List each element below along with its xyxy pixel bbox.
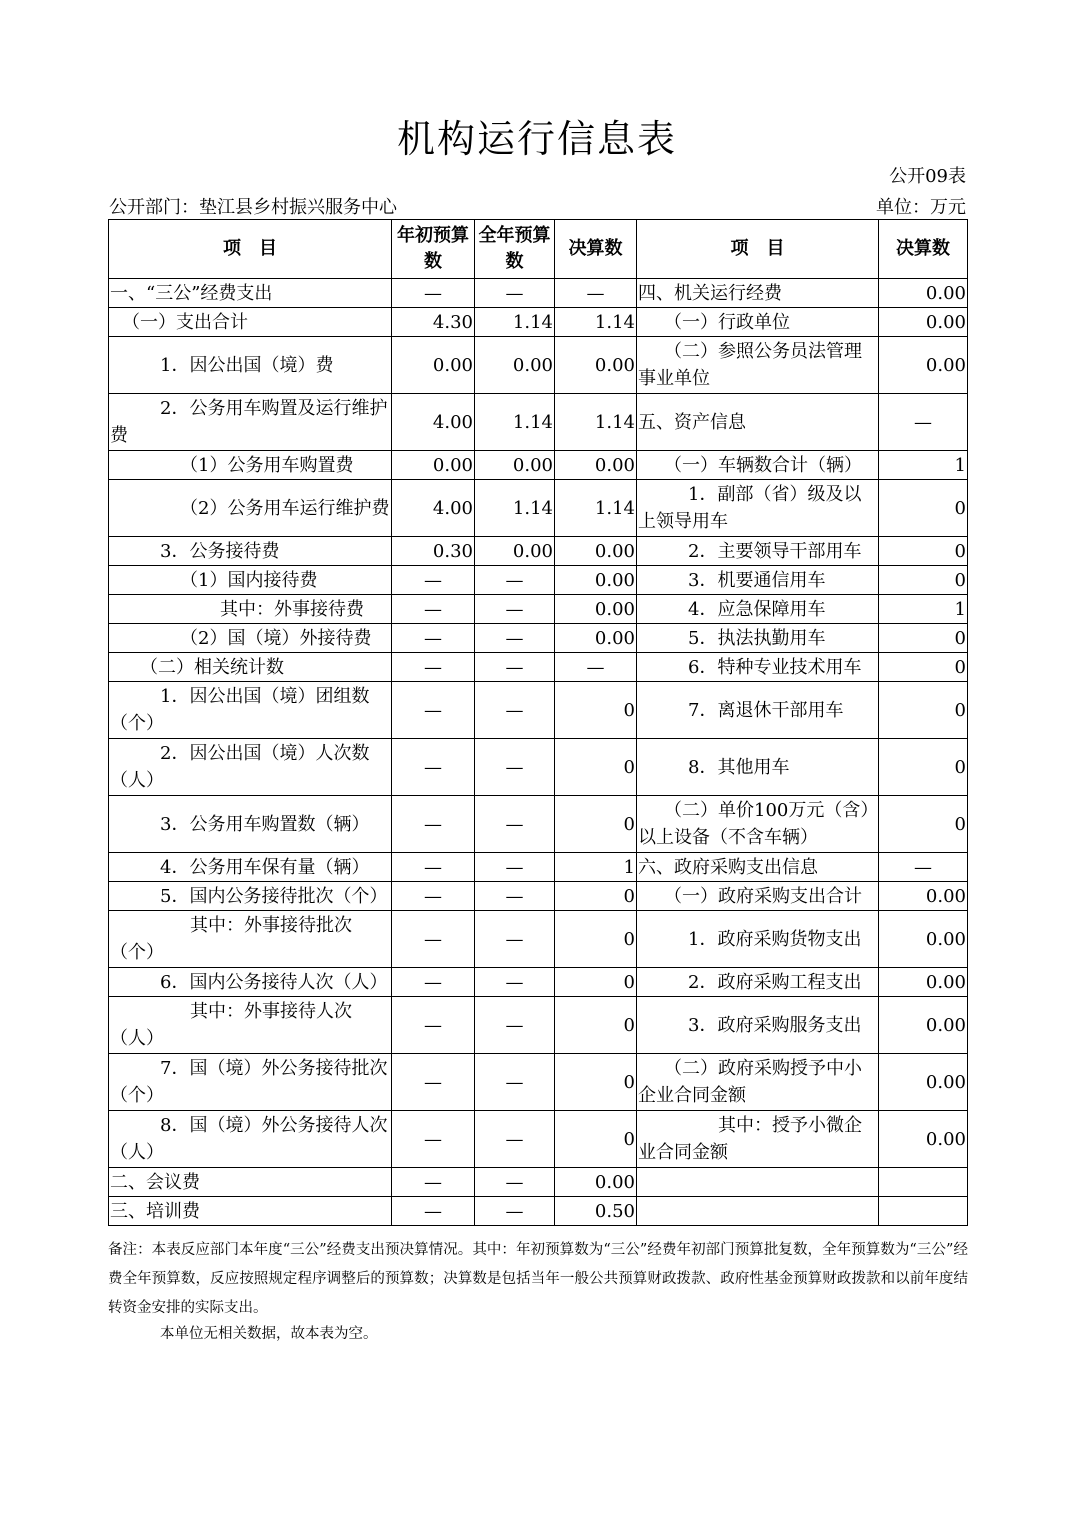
final-cell: 0 [555, 997, 637, 1054]
table-number: 公开09表 [889, 166, 966, 187]
budget-full-cell: — [475, 653, 555, 682]
budget-initial-cell: — [392, 853, 475, 882]
right-final-cell: 0 [879, 653, 968, 682]
budget-full-cell: — [475, 566, 555, 595]
right-final-cell: 0.00 [879, 882, 968, 911]
header-budget-full: 全年预算数 [475, 220, 555, 279]
final-cell: 0 [555, 682, 637, 739]
table-row [109, 451, 968, 480]
left-item-cell: 6．国内公务接待人次（人） [109, 968, 392, 997]
final-cell: 0.00 [555, 337, 637, 394]
right-item-cell: 3．政府采购服务支出 [637, 997, 879, 1054]
header-budget-initial: 年初预算数 [392, 220, 475, 279]
right-item-cell: 3．机要通信用车 [637, 566, 879, 595]
budget-full-cell: — [475, 595, 555, 624]
budget-full-cell: 0.00 [475, 451, 555, 480]
final-cell: 0.00 [555, 451, 637, 480]
table-row [109, 682, 968, 739]
final-cell: 0.00 [555, 566, 637, 595]
left-item-cell: （1）国内接待费 [109, 566, 392, 595]
right-final-cell [879, 1197, 968, 1226]
left-item-cell: 其中：外事接待批次（个） [109, 911, 392, 968]
final-cell: 0 [555, 1054, 637, 1111]
final-cell: 0.00 [555, 537, 637, 566]
final-cell: 0.50 [555, 1197, 637, 1226]
right-item-cell: 2．政府采购工程支出 [637, 968, 879, 997]
table-row [109, 796, 968, 853]
right-item-cell: 7．离退休干部用车 [637, 682, 879, 739]
left-item-cell: 8．国（境）外公务接待人次（人） [109, 1111, 392, 1168]
final-cell: — [555, 653, 637, 682]
table-row [109, 337, 968, 394]
table-row [109, 653, 968, 682]
right-final-cell: 0.00 [879, 911, 968, 968]
budget-full-cell: — [475, 624, 555, 653]
right-item-cell: 4．应急保障用车 [637, 595, 879, 624]
budget-initial-cell: — [392, 1054, 475, 1111]
left-item-cell: （1）公务用车购置费 [109, 451, 392, 480]
right-final-cell: — [879, 853, 968, 882]
right-final-cell: 0.00 [879, 279, 968, 308]
budget-initial-cell: — [392, 595, 475, 624]
right-final-cell: 0 [879, 739, 968, 796]
final-cell: 0.00 [555, 595, 637, 624]
header-item-left: 项 目 [109, 220, 392, 279]
left-item-cell: 其中：外事接待费 [109, 595, 392, 624]
final-cell: 0 [555, 796, 637, 853]
table-body [109, 279, 968, 1226]
budget-initial-cell: — [392, 279, 475, 308]
right-item-cell [637, 1197, 879, 1226]
right-final-cell: 0 [879, 566, 968, 595]
budget-initial-cell: — [392, 1197, 475, 1226]
budget-initial-cell: — [392, 739, 475, 796]
right-final-cell: 1 [879, 451, 968, 480]
final-cell: — [555, 279, 637, 308]
table-row [109, 1168, 968, 1197]
budget-full-cell: — [475, 1168, 555, 1197]
table-row [109, 968, 968, 997]
final-cell: 0 [555, 911, 637, 968]
right-final-cell: 0.00 [879, 1111, 968, 1168]
right-final-cell: 0.00 [879, 997, 968, 1054]
budget-initial-cell: — [392, 1111, 475, 1168]
budget-full-cell: — [475, 911, 555, 968]
left-item-cell: 2．因公出国（境）人次数（人） [109, 739, 392, 796]
budget-initial-cell: 4.00 [392, 394, 475, 451]
right-final-cell: — [879, 394, 968, 451]
left-item-cell: 3．公务用车购置数（辆） [109, 796, 392, 853]
right-final-cell: 0 [879, 480, 968, 537]
left-item-cell: 三、培训费 [109, 1197, 392, 1226]
header-final: 决算数 [555, 220, 637, 279]
right-item-cell: （二）单价100万元（含）以上设备（不含车辆） [637, 796, 879, 853]
right-item-cell: （二）政府采购授予中小企业合同金额 [637, 1054, 879, 1111]
budget-full-cell: 1.14 [475, 394, 555, 451]
table-row [109, 279, 968, 308]
right-item-cell: （一）车辆数合计（辆） [637, 451, 879, 480]
final-cell: 1.14 [555, 394, 637, 451]
final-cell: 0.00 [555, 1168, 637, 1197]
left-item-cell: （2）国（境）外接待费 [109, 624, 392, 653]
left-item-cell: 1．因公出国（境）团组数（个） [109, 682, 392, 739]
left-item-cell: 2．公务用车购置及运行维护费 [109, 394, 392, 451]
left-item-cell: 其中：外事接待人次（人） [109, 997, 392, 1054]
right-item-cell: 5．执法执勤用车 [637, 624, 879, 653]
table-row [109, 308, 968, 337]
left-item-cell: （二）相关统计数 [109, 653, 392, 682]
budget-full-cell: — [475, 1111, 555, 1168]
budget-initial-cell: — [392, 566, 475, 595]
right-final-cell: 0 [879, 682, 968, 739]
table-row [109, 394, 968, 451]
right-item-cell: 1．政府采购货物支出 [637, 911, 879, 968]
table-row [109, 1054, 968, 1111]
budget-full-cell: — [475, 1197, 555, 1226]
budget-initial-cell: — [392, 682, 475, 739]
right-final-cell [879, 1168, 968, 1197]
table-row [109, 882, 968, 911]
left-item-cell: 4．公务用车保有量（辆） [109, 853, 392, 882]
left-item-cell: 1．因公出国（境）费 [109, 337, 392, 394]
right-final-cell: 0 [879, 537, 968, 566]
budget-full-cell: — [475, 796, 555, 853]
budget-initial-cell: 4.00 [392, 480, 475, 537]
page-title: 机构运行信息表 [396, 117, 677, 161]
final-cell: 0.00 [555, 624, 637, 653]
budget-full-cell: — [475, 1054, 555, 1111]
budget-initial-cell: — [392, 624, 475, 653]
table-row [109, 853, 968, 882]
budget-initial-cell: — [392, 997, 475, 1054]
final-cell: 1 [555, 853, 637, 882]
right-final-cell: 0.00 [879, 1054, 968, 1111]
right-item-cell: 8．其他用车 [637, 739, 879, 796]
right-final-cell: 0.00 [879, 337, 968, 394]
left-item-cell: （2）公务用车运行维护费 [109, 480, 392, 537]
table-row [109, 739, 968, 796]
table-row [109, 997, 968, 1054]
left-item-cell: 3．公务接待费 [109, 537, 392, 566]
right-item-cell: 五、资产信息 [637, 394, 879, 451]
footnote: 备注：本表反应部门本年度“三公”经费支出预决算情况。其中：年初预算数为“三公”经费年初部门预算批复数，全年预算数为“三公”经费全年预算数，反应按照规定程序调整后的预算数；决算数是包括当年一般公共预算财政拨款、政府性基金预算财政拨款和以前年度结转资金安排的实际支出。 [108, 1242, 968, 1316]
right-item-cell: 1．副部（省）级及以上领导用车 [637, 480, 879, 537]
right-final-cell: 0.00 [879, 968, 968, 997]
table-row [109, 1197, 968, 1226]
table-row [109, 624, 968, 653]
budget-full-cell: 1.14 [475, 308, 555, 337]
budget-initial-cell: — [392, 968, 475, 997]
left-item-cell: 7．国（境）外公务接待批次（个） [109, 1054, 392, 1111]
unit-label: 单位：万元 [876, 197, 966, 218]
final-cell: 1.14 [555, 480, 637, 537]
budget-full-cell: — [475, 739, 555, 796]
right-item-cell: 6．特种专业技术用车 [637, 653, 879, 682]
budget-full-cell: — [475, 968, 555, 997]
final-cell: 0 [555, 1111, 637, 1168]
table-row [109, 537, 968, 566]
right-item-cell: （一）政府采购支出合计 [637, 882, 879, 911]
budget-full-cell: — [475, 882, 555, 911]
right-item-cell: （二）参照公务员法管理事业单位 [637, 337, 879, 394]
header-item-right: 项 目 [637, 220, 879, 279]
right-item-cell: 其中：授予小微企业合同金额 [637, 1111, 879, 1168]
right-item-cell: 2．主要领导干部用车 [637, 537, 879, 566]
header-final-right: 决算数 [879, 220, 968, 279]
budget-initial-cell: — [392, 653, 475, 682]
left-item-cell: 一、“三公”经费支出 [109, 279, 392, 308]
right-item-cell [637, 1168, 879, 1197]
final-cell: 0 [555, 882, 637, 911]
left-item-cell: 二、会议费 [109, 1168, 392, 1197]
table-row [109, 480, 968, 537]
budget-initial-cell: — [392, 911, 475, 968]
budget-initial-cell: — [392, 882, 475, 911]
budget-initial-cell: 0.00 [392, 451, 475, 480]
budget-full-cell: 0.00 [475, 537, 555, 566]
budget-initial-cell: 0.00 [392, 337, 475, 394]
table-row [109, 566, 968, 595]
info-table [108, 219, 968, 1226]
final-cell: 0 [555, 968, 637, 997]
right-item-cell: 六、政府采购支出信息 [637, 853, 879, 882]
right-final-cell: 0.00 [879, 308, 968, 337]
left-item-cell: （一）支出合计 [109, 308, 392, 337]
table-row [109, 911, 968, 968]
right-final-cell: 0 [879, 624, 968, 653]
final-cell: 1.14 [555, 308, 637, 337]
final-cell: 0 [555, 739, 637, 796]
right-item-cell: （一）行政单位 [637, 308, 879, 337]
budget-full-cell: — [475, 279, 555, 308]
budget-full-cell: — [475, 682, 555, 739]
budget-initial-cell: 4.30 [392, 308, 475, 337]
department-label: 公开部门：垫江县乡村振兴服务中心 [109, 197, 397, 218]
table-row [109, 1111, 968, 1168]
budget-initial-cell: — [392, 1168, 475, 1197]
left-item-cell: 5．国内公务接待批次（个） [109, 882, 392, 911]
empty-note: 本单位无相关数据，故本表为空。 [160, 1326, 378, 1342]
budget-initial-cell: — [392, 796, 475, 853]
right-item-cell: 四、机关运行经费 [637, 279, 879, 308]
table-row [109, 595, 968, 624]
right-final-cell: 0 [879, 796, 968, 853]
budget-initial-cell: 0.30 [392, 537, 475, 566]
budget-full-cell: — [475, 853, 555, 882]
budget-full-cell: 1.14 [475, 480, 555, 537]
budget-full-cell: 0.00 [475, 337, 555, 394]
right-final-cell: 1 [879, 595, 968, 624]
budget-full-cell: — [475, 997, 555, 1054]
